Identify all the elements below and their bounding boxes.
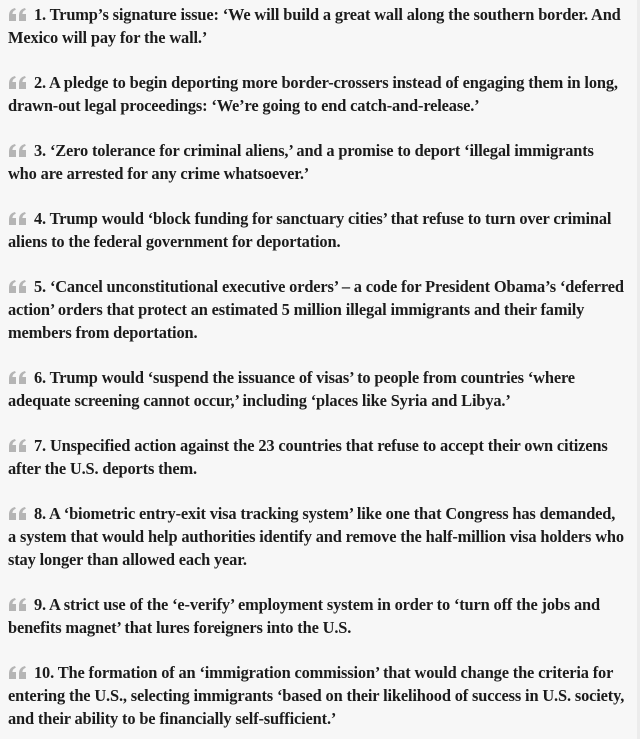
quote-icon bbox=[9, 280, 27, 293]
quote-icon bbox=[9, 598, 27, 611]
item-text: 8. A ‘biometric entry-exit visa tracking system’ like one that Congress has demanded, a system that would help authorities identify and remove the half-million visa holders who stay longer than allowed each year. bbox=[8, 504, 624, 569]
item-text: 2. A pledge to begin deporting more border-crossers instead of engaging them in long, drawn-out legal proceedings: ‘We’re going to end catch-and-release.’ bbox=[8, 73, 618, 115]
item-text: 6. Trump would ‘suspend the issuance of visas’ to people from countries ‘where adequate screening cannot occur,’ including ‘places like Syria and Libya.’ bbox=[8, 368, 575, 410]
quote-icon bbox=[9, 76, 27, 89]
item-text: 1. Trump’s signature issue: ‘We will build a great wall along the southern border. And Mexico will pay for the wall.’ bbox=[8, 5, 621, 47]
quote-icon bbox=[9, 144, 27, 157]
quote-icon bbox=[9, 666, 27, 679]
item-text: 10. The formation of an ‘immigration commission’ that would change the criteria for entering the U.S., selecting immigrants ‘based on their likelihood of success in U.S. society, and their ability to be financially self-sufficient.’ bbox=[8, 663, 625, 728]
list-item bbox=[8, 661, 626, 730]
item-text: 9. A strict use of the ‘e-verify’ employment system in order to ‘turn off the jobs and benefits magnet’ that lures foreigners into the U.S. bbox=[8, 595, 600, 637]
list-item bbox=[8, 3, 626, 49]
list-item bbox=[8, 207, 626, 253]
list-item bbox=[8, 275, 626, 344]
quote-icon bbox=[9, 439, 27, 452]
quote-icon bbox=[9, 8, 27, 21]
quote-icon bbox=[9, 371, 27, 384]
list-item bbox=[8, 502, 626, 571]
item-text: 5. ‘Cancel unconstitutional executive orders’ – a code for President Obama’s ‘deferred action’ orders that protect an estimated 5 million illegal immigrants and their family members from deportation. bbox=[8, 277, 624, 342]
item-text: 3. ‘Zero tolerance for criminal aliens,’ and a promise to deport ‘illegal immigrants who are arrested for any crime whatsoever.’ bbox=[8, 141, 594, 183]
quote-icon bbox=[9, 507, 27, 520]
quote-icon bbox=[9, 212, 27, 225]
item-text: 4. Trump would ‘block funding for sanctuary cities’ that refuse to turn over criminal aliens to the federal government for deportation. bbox=[8, 209, 612, 251]
list-item bbox=[8, 366, 626, 412]
list-item bbox=[8, 434, 626, 480]
list-item bbox=[8, 71, 626, 117]
item-text: 7. Unspecified action against the 23 countries that refuse to accept their own citizens after the U.S. deports them. bbox=[8, 436, 608, 478]
list-item bbox=[8, 593, 626, 639]
list-item bbox=[8, 139, 626, 185]
